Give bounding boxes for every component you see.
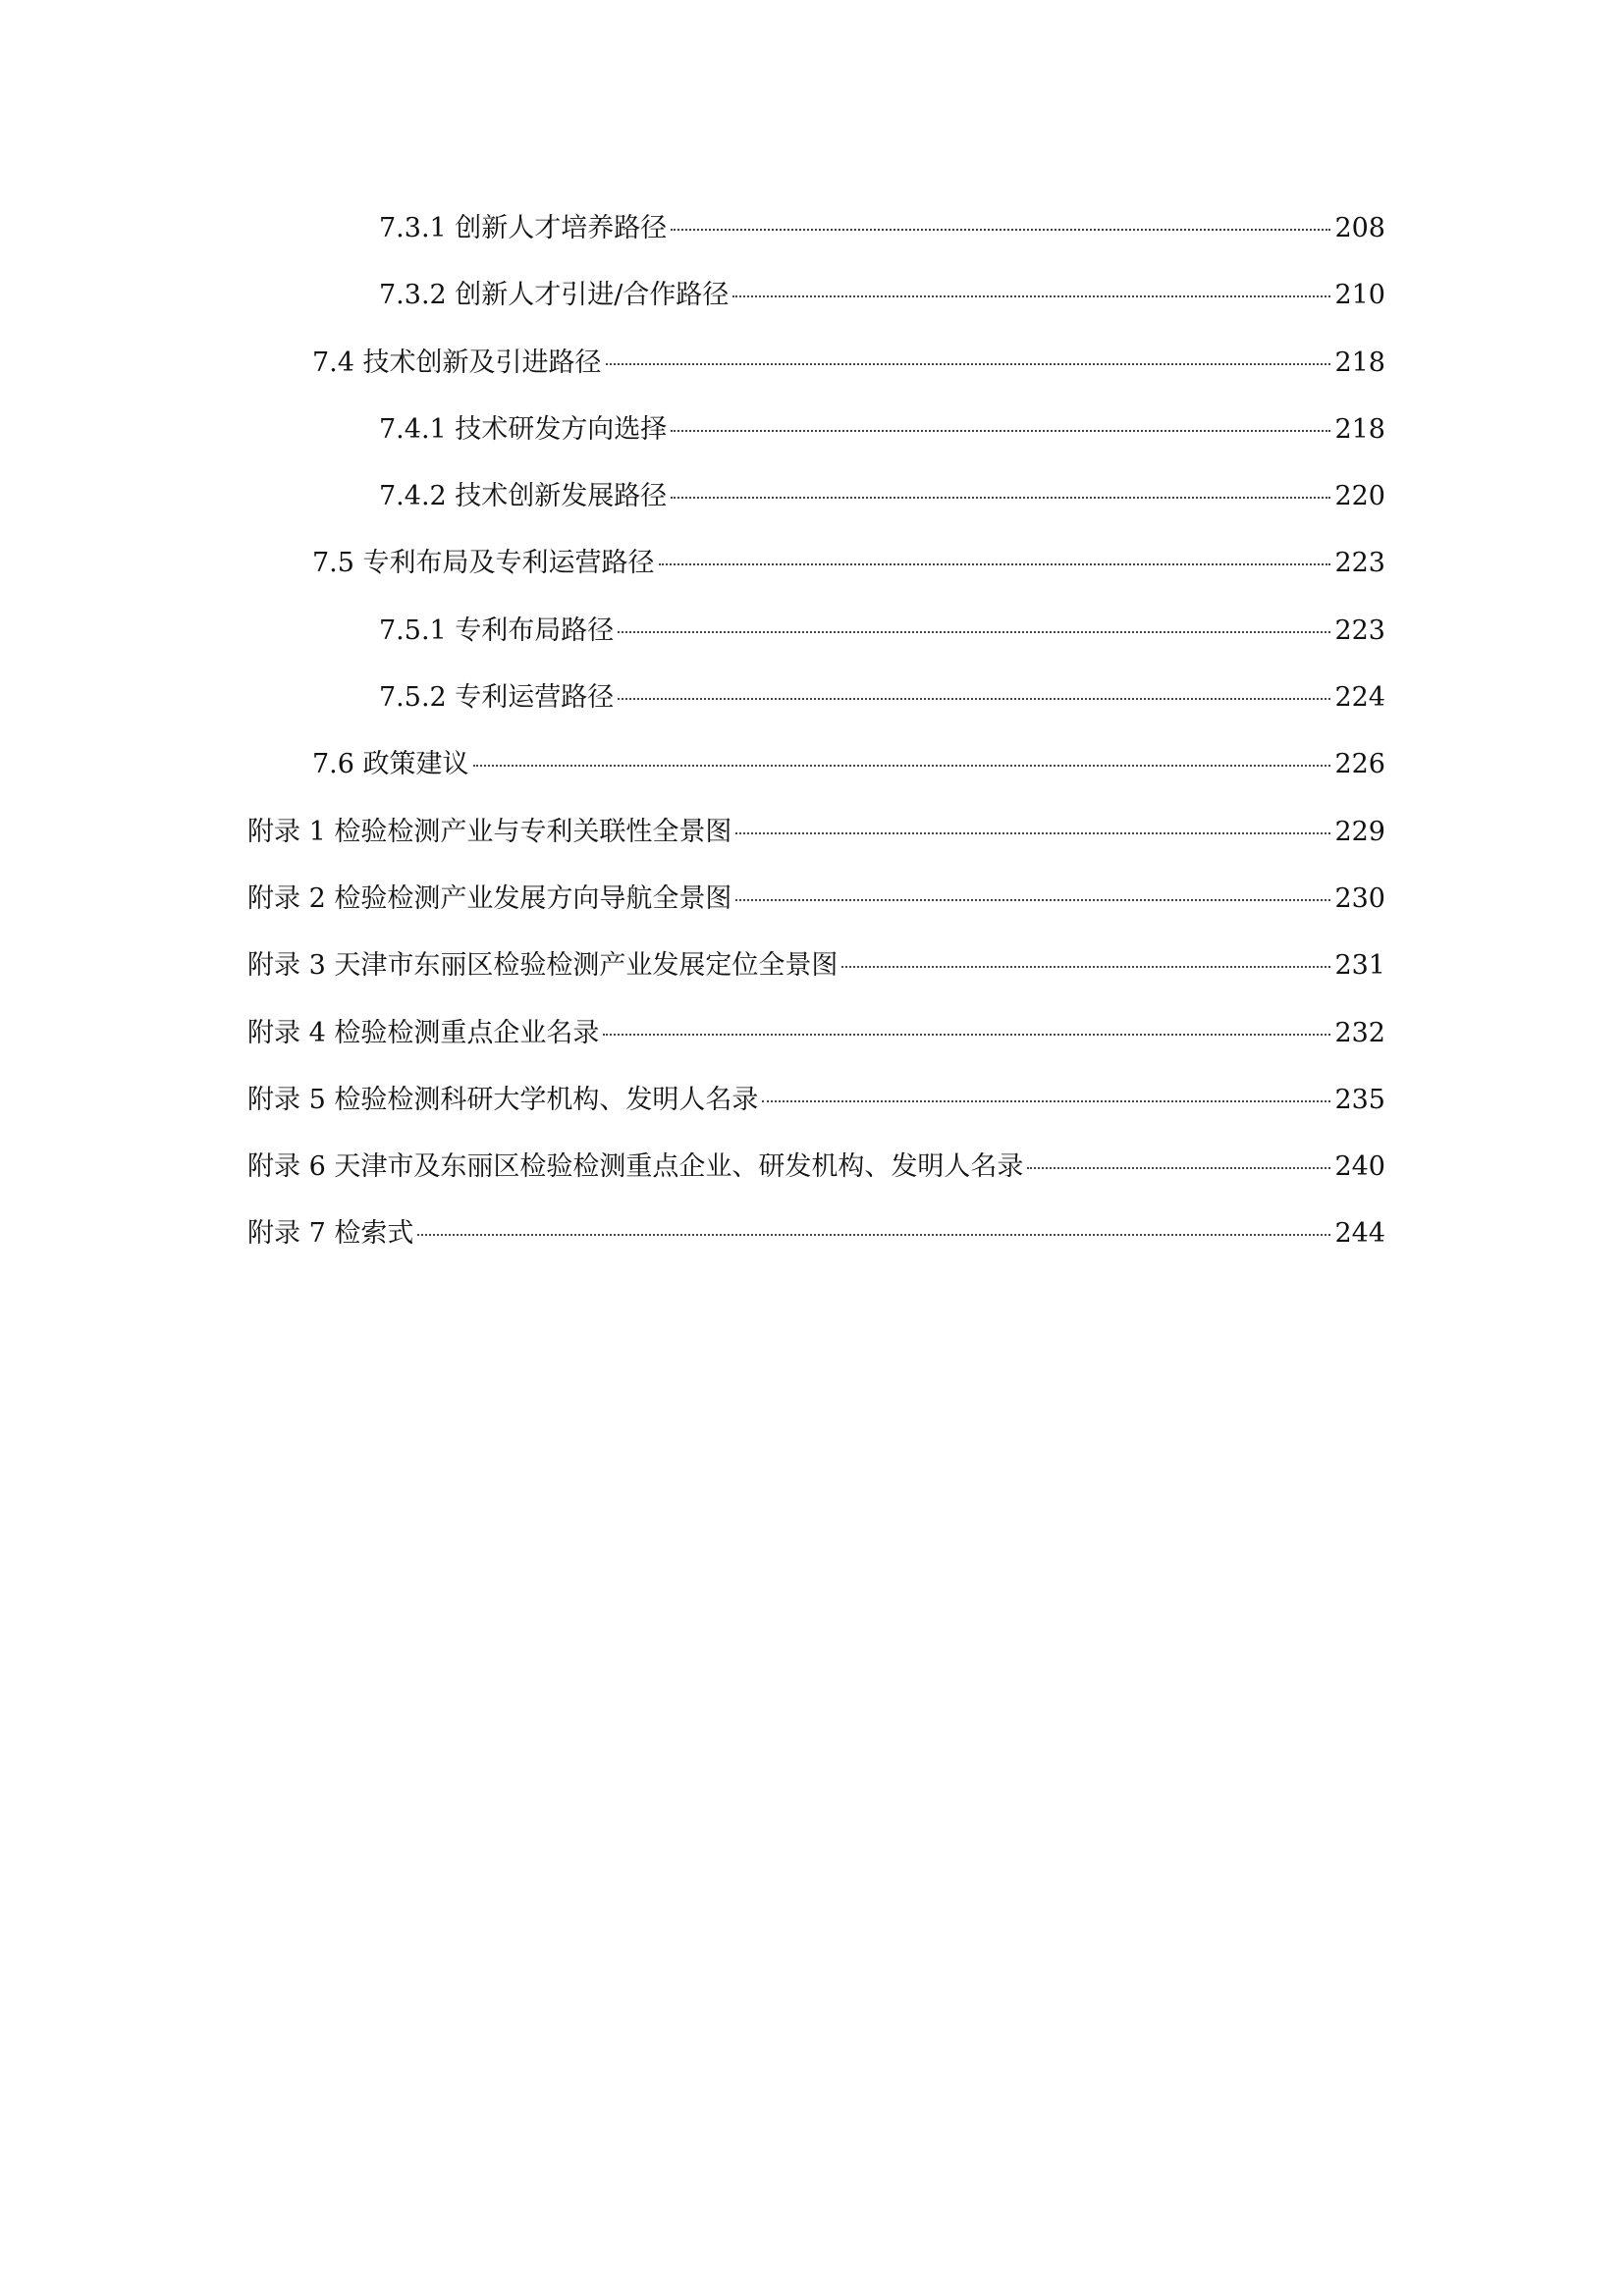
- toc-page-number: 220: [1334, 481, 1385, 512]
- toc-entry-title: 7.5 专利布局及专利运营路径: [312, 548, 655, 579]
- toc-entry-link[interactable]: [379, 410, 1385, 450]
- toc-entry-link[interactable]: [379, 612, 1385, 651]
- toc-entry-title: 附录 7 检索式: [247, 1218, 414, 1250]
- toc-entry-link[interactable]: [379, 209, 1385, 248]
- toc-entry: [0, 1014, 1624, 1081]
- toc-page-number: 240: [1334, 1151, 1385, 1183]
- toc-page-number: 218: [1334, 347, 1385, 378]
- toc-entry: [0, 612, 1624, 678]
- toc-dot-leader: [659, 563, 1331, 565]
- toc-entry-link[interactable]: [379, 276, 1385, 315]
- toc-entry-title: 7.4.2 技术创新发展路径: [379, 481, 668, 512]
- toc-entry-link[interactable]: [247, 946, 1385, 986]
- toc-entry-link[interactable]: [312, 544, 1385, 583]
- toc-dot-leader: [417, 1234, 1330, 1236]
- toc-entry-title: 附录 3 天津市东丽区检验检测产业发展定位全景图: [247, 950, 839, 982]
- toc-page-number: 224: [1334, 682, 1385, 714]
- toc-dot-leader: [732, 295, 1330, 297]
- table-of-contents: [0, 209, 1624, 1282]
- toc-entry-title: 7.3.1 创新人才培养路径: [379, 213, 668, 243]
- toc-entry: [0, 410, 1624, 477]
- toc-dot-leader: [1027, 1167, 1330, 1169]
- toc-entry-link[interactable]: [247, 1014, 1385, 1053]
- toc-entry-link[interactable]: [379, 678, 1385, 718]
- toc-entry: [0, 946, 1624, 1013]
- toc-entry-title: 附录 5 检验检测科研大学机构、发明人名录: [247, 1084, 759, 1115]
- toc-entry-title: 7.5.1 专利布局路径: [379, 614, 615, 646]
- toc-page-number: 210: [1334, 280, 1385, 311]
- toc-entry: [0, 678, 1624, 745]
- toc-entry-link[interactable]: [247, 1214, 1385, 1254]
- toc-dot-leader: [603, 1034, 1330, 1036]
- toc-dot-leader: [841, 966, 1330, 968]
- toc-entry-link[interactable]: [247, 880, 1385, 919]
- toc-entry-link[interactable]: [312, 745, 1385, 784]
- toc-entry: [0, 813, 1624, 880]
- toc-page-number: 223: [1334, 614, 1385, 646]
- toc-entry: [0, 209, 1624, 276]
- toc-dot-leader: [606, 363, 1331, 365]
- toc-entry-title: 附录 2 检验检测产业发展方向导航全景图: [247, 882, 732, 914]
- toc-entry-title: 附录 4 检验检测重点企业名录: [247, 1017, 600, 1048]
- toc-entry: [0, 880, 1624, 946]
- toc-dot-leader: [671, 229, 1330, 231]
- toc-page-number: 226: [1334, 749, 1385, 780]
- toc-page-number: 218: [1334, 413, 1385, 445]
- toc-page-number: 229: [1334, 816, 1385, 847]
- toc-entry: [0, 745, 1624, 812]
- toc-page-number: 230: [1334, 882, 1385, 914]
- toc-dot-leader: [473, 765, 1331, 767]
- toc-page-number: 244: [1334, 1218, 1385, 1250]
- toc-dot-leader: [735, 832, 1330, 834]
- toc-entry-title: 7.4.1 技术研发方向选择: [379, 413, 668, 445]
- toc-dot-leader: [735, 899, 1330, 901]
- toc-entry: [0, 1081, 1624, 1148]
- toc-dot-leader: [671, 497, 1330, 499]
- toc-entry-link[interactable]: [247, 1081, 1385, 1120]
- toc-dot-leader: [671, 430, 1330, 432]
- toc-page-number: 208: [1334, 213, 1385, 243]
- toc-entry-link[interactable]: [247, 813, 1385, 852]
- toc-page-number: 232: [1334, 1017, 1385, 1048]
- toc-page-number: 231: [1334, 950, 1385, 982]
- toc-entry-title: 附录 1 检验检测产业与专利关联性全景图: [247, 816, 732, 847]
- toc-entry-link[interactable]: [247, 1148, 1385, 1187]
- toc-entry: [0, 344, 1624, 410]
- toc-entry: [0, 1214, 1624, 1281]
- toc-entry: [0, 276, 1624, 343]
- toc-dot-leader: [762, 1100, 1330, 1102]
- toc-entry: [0, 477, 1624, 544]
- toc-entry-link[interactable]: [379, 477, 1385, 516]
- toc-entry-title: 7.4 技术创新及引进路径: [312, 347, 602, 378]
- toc-entry-title: 7.5.2 专利运营路径: [379, 682, 615, 714]
- toc-entry-link[interactable]: [312, 344, 1385, 383]
- toc-entry-title: 7.3.2 创新人才引进/合作路径: [379, 280, 730, 311]
- toc-entry-title: 附录 6 天津市及东丽区检验检测重点企业、研发机构、发明人名录: [247, 1151, 1024, 1183]
- toc-page-number: 223: [1334, 548, 1385, 579]
- toc-entry-title: 7.6 政策建议: [312, 749, 469, 780]
- toc-page-number: 235: [1334, 1084, 1385, 1115]
- toc-dot-leader: [618, 631, 1330, 633]
- toc-dot-leader: [618, 698, 1330, 700]
- toc-entry: [0, 1148, 1624, 1214]
- toc-entry: [0, 544, 1624, 611]
